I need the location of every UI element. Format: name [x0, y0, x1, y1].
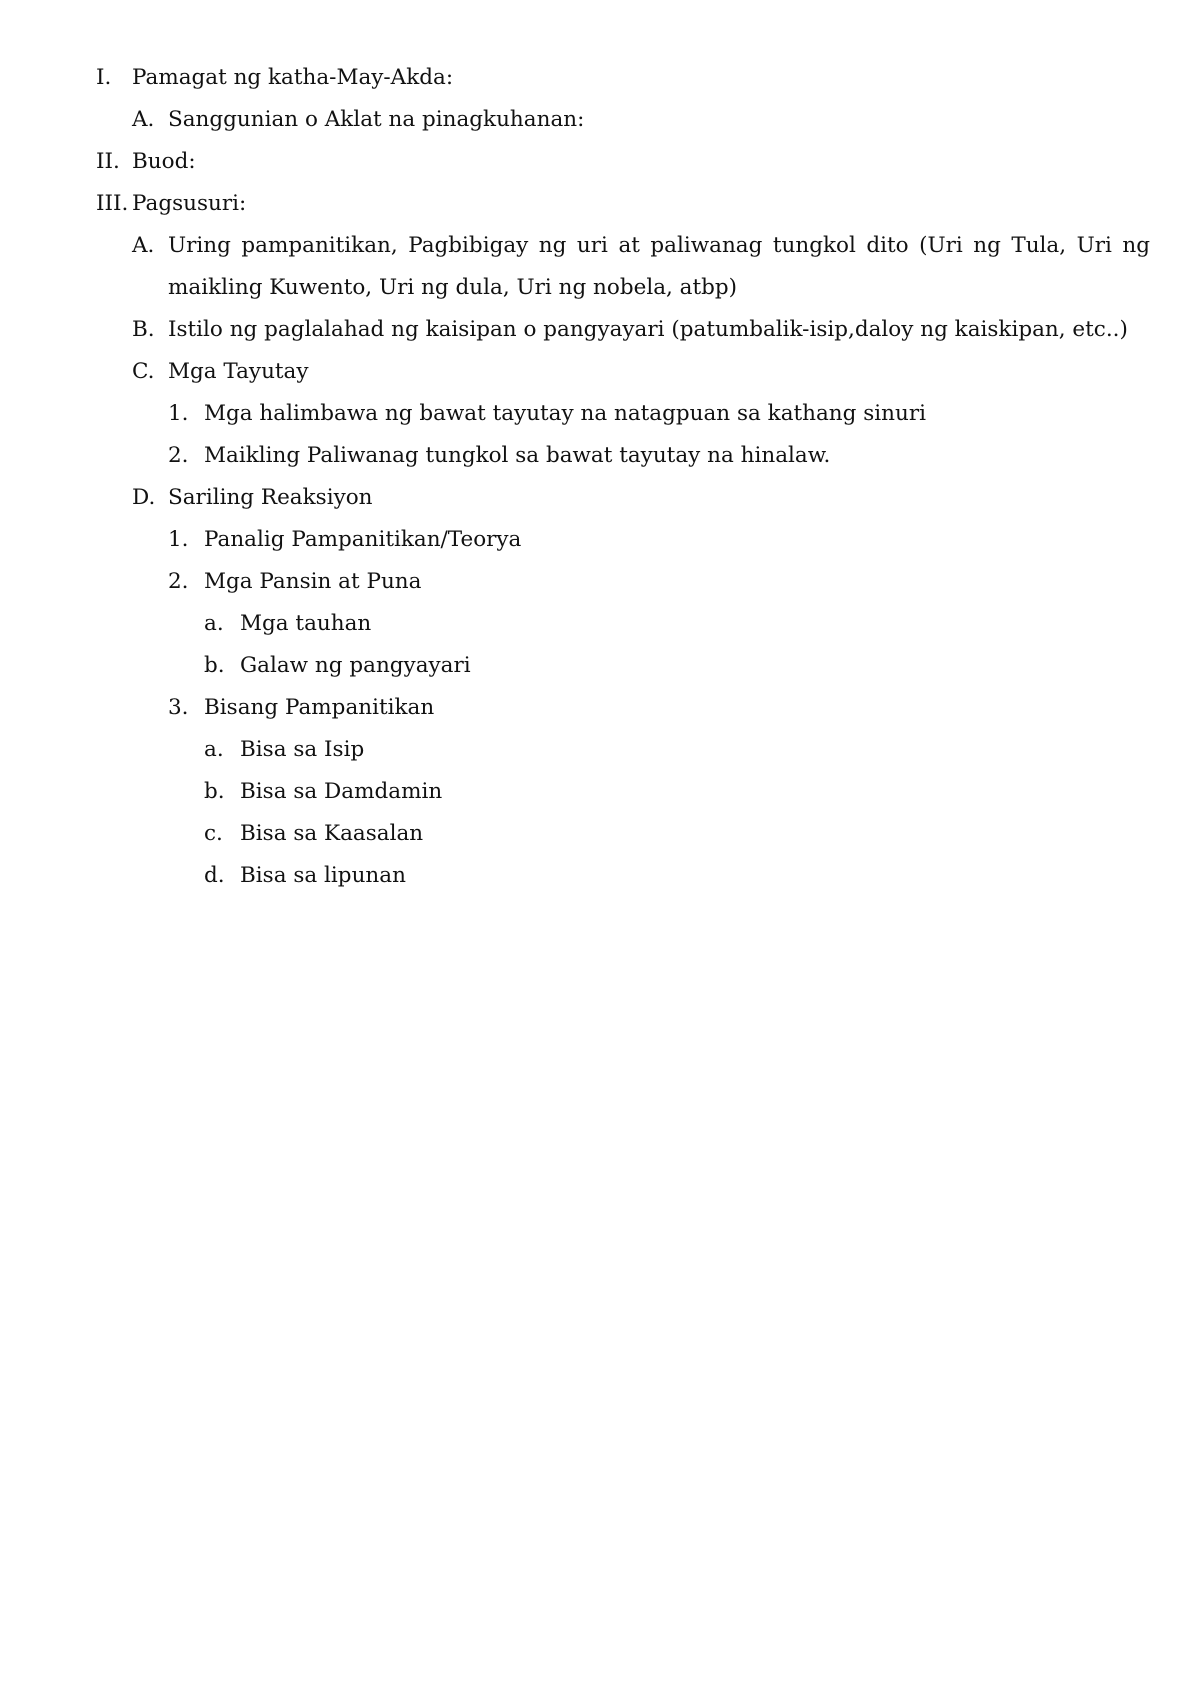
outline-marker: D.	[132, 485, 156, 510]
outline-marker: a.	[204, 737, 224, 762]
outline-text: Pamagat ng katha-May-Akda:	[132, 65, 454, 90]
outline-marker: b.	[204, 779, 225, 804]
outline-item-III-D-3	[168, 687, 1150, 729]
outline-marker: a.	[204, 611, 224, 636]
outline-item-I	[96, 57, 1150, 99]
outline-item-I-A	[132, 99, 1150, 141]
outline-text: Pagsusuri:	[132, 191, 247, 216]
outline-item-III-D-1	[168, 519, 1150, 561]
outline-item-III-C	[132, 351, 1150, 393]
outline-text: Mga halimbawa ng bawat tayutay na natagpuan sa kathang sinuri	[204, 401, 927, 426]
outline-marker: I.	[96, 65, 112, 90]
outline-text: Uring pampanitikan, Pagbibigay ng uri at paliwanag tungkol dito (Uri ng Tula, Uri ng maikling Kuwento, Uri ng dula, Uri ng nobela, atbp)	[168, 233, 1150, 300]
outline-marker: A.	[132, 233, 155, 258]
outline-marker: 1.	[168, 527, 189, 552]
outline-marker: 2.	[168, 569, 189, 594]
outline-text: Istilo ng paglalahad ng kaisipan o pangyayari (patumbalik-isip,daloy ng kaiskipan, etc..)	[168, 317, 1128, 342]
outline-marker: b.	[204, 653, 225, 678]
outline-text: Bisang Pampanitikan	[204, 695, 435, 720]
outline-item-III	[96, 183, 1150, 225]
outline-text: Galaw ng pangyayari	[240, 653, 471, 678]
outline-item-III-D-2-b	[204, 645, 1150, 687]
outline-item-III-D	[132, 477, 1150, 519]
outline-marker: d.	[204, 863, 225, 888]
outline-list	[96, 57, 1150, 897]
outline-marker: II.	[96, 149, 120, 174]
outline-text: Maikling Paliwanag tungkol sa bawat tayutay na hinalaw.	[204, 443, 831, 468]
outline-text: Sanggunian o Aklat na pinagkuhanan:	[168, 107, 585, 132]
outline-marker: 2.	[168, 443, 189, 468]
outline-text: Mga Tayutay	[168, 359, 309, 384]
outline-marker: 1.	[168, 401, 189, 426]
outline-text: Bisa sa Damdamin	[240, 779, 443, 804]
outline-item-III-D-2	[168, 561, 1150, 603]
outline-item-III-D-2-a	[204, 603, 1150, 645]
outline-text: Mga tauhan	[240, 611, 372, 636]
outline-marker: B.	[132, 317, 155, 342]
outline-text: Bisa sa Kaasalan	[240, 821, 424, 846]
outline-item-II	[96, 141, 1150, 183]
outline-item-III-C-1	[168, 393, 1150, 435]
outline-item-III-A	[132, 225, 1150, 309]
outline-marker: A.	[132, 107, 155, 132]
outline-marker: c.	[204, 821, 223, 846]
outline-marker: 3.	[168, 695, 189, 720]
outline-marker: III.	[96, 191, 129, 216]
outline-text: Panalig Pampanitikan/Teorya	[204, 527, 522, 552]
outline-item-III-D-3-c	[204, 813, 1150, 855]
outline-item-III-B	[132, 309, 1150, 351]
outline-text: Sariling Reaksiyon	[168, 485, 373, 510]
outline-text: Bisa sa lipunan	[240, 863, 406, 888]
outline-text: Bisa sa Isip	[240, 737, 365, 762]
outline-text: Mga Pansin at Puna	[204, 569, 422, 594]
outline-marker: C.	[132, 359, 155, 384]
outline-item-III-D-3-d	[204, 855, 1150, 897]
outline-text: Buod:	[132, 149, 196, 174]
outline-item-III-D-3-a	[204, 729, 1150, 771]
outline-item-III-D-3-b	[204, 771, 1150, 813]
outline-item-III-C-2	[168, 435, 1150, 477]
